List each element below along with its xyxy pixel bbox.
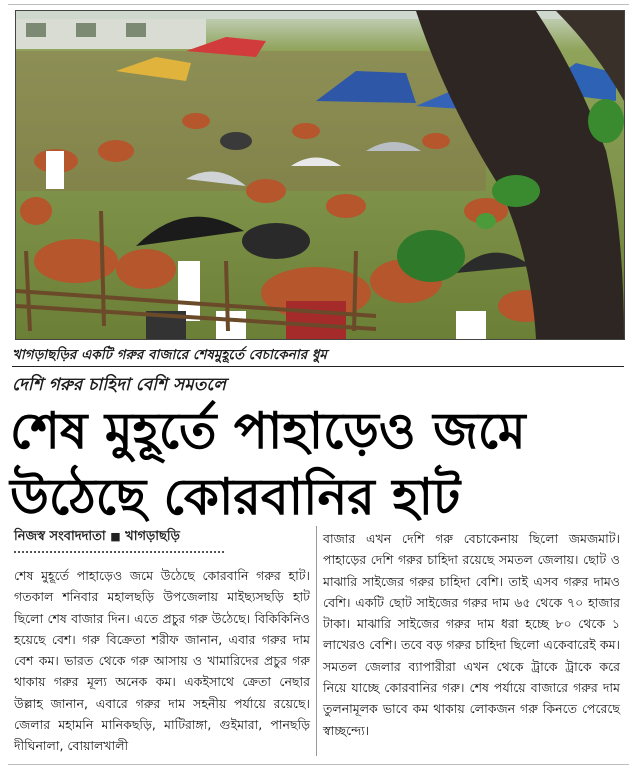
headline-line-1: শেষ মুহূর্তে পাহাড়েও জমে xyxy=(10,402,526,460)
bottom-rule xyxy=(8,764,629,765)
byline-separator: ■ xyxy=(110,530,121,543)
cattle-market-illustration xyxy=(16,11,624,339)
photo-caption: খাগড়াছড়ির একটি গরুর বাজারে শেষমুহূর্তে বেচাকেনার ধুম xyxy=(12,347,327,363)
top-rule xyxy=(8,4,629,5)
byline-location: খাগড়াছড়ি xyxy=(125,529,180,544)
cattle-market-photo xyxy=(15,10,625,340)
article-column-2: বাজার এখন দেশি গরু বেচাকেনায় ছিলো জমজমাট। পাহাড়ের দেশি গরুর চাহিদা রয়েছে সমতল জেলায়। ছোট ও মাঝারি সাইজের গরুর চাহিদা বেশি। তাই এসব গরুর দামও বেশি। একটি ছোট সাইজের গরুর দাম ৬৫ থেকে ৭০ হাজার টাকা। মাঝারি সাইজের গরুর দাম ধরা হচ্ছে ৮০ থেকে ১ লাখেরও বেশি। তবে বড় গরুর চাহিদা ছিলো একেবারেই কম। সমতল জেলার ব্যাপারীরা এখন থেকে ট্রাকে ট্রাকে করে নিয়ে যাচ্ছে কোরবানির গরু। শেষ পর্যায়ে বাজারে গরুর দাম তুলনামূলক ভাবে কম থাকায় লোকজন গরু কিনতে পেরেছে স্বাচ্ছন্দ্যে। xyxy=(323,531,620,738)
caption-rule xyxy=(12,366,624,367)
byline xyxy=(14,527,180,548)
column-divider xyxy=(316,526,317,756)
headline xyxy=(10,398,625,530)
byline-dotted-rule xyxy=(14,551,224,553)
headline-line-2: উঠেছে কোরবানির হাট xyxy=(10,468,461,526)
byline-reporter: নিজস্ব সংবাদদাতা xyxy=(14,529,106,544)
kicker-subheadline: দেশি গরুর চাহিদা বেশি সমতলে xyxy=(12,375,226,395)
article-column-1: শেষ মুহূর্তে পাহাড়েও জমে উঠেছে কোরবানি গরুর হাট। গতকাল শনিবার মহালছড়ি উপজেলায় মাইছ্যসছড়ি হাট ছিলো শেষ বাজার দিন। এতে প্রচুর গরু উঠেছে। বিকিকিনিও হয়েছে বেশ। গরু বিক্রেতা শরীফ জানান, এবার গরুর দাম বেশ কম। ভারত থেকে গরু আসায় ও খামারিদের প্রচুর গরু থাকায় গরুর মূল্য অনেক কম। একইসাথে ক্রেতা নেছার উল্লাহ জানান, এবারে গরুর দাম সহনীয় পর্যায়ে রয়েছে। জেলার মহামনি মানিকছড়ি, মাটিরাঙ্গা, গুইমারা, পানছড়ি দীঘিনালা, বোয়ালখালী xyxy=(14,568,310,754)
